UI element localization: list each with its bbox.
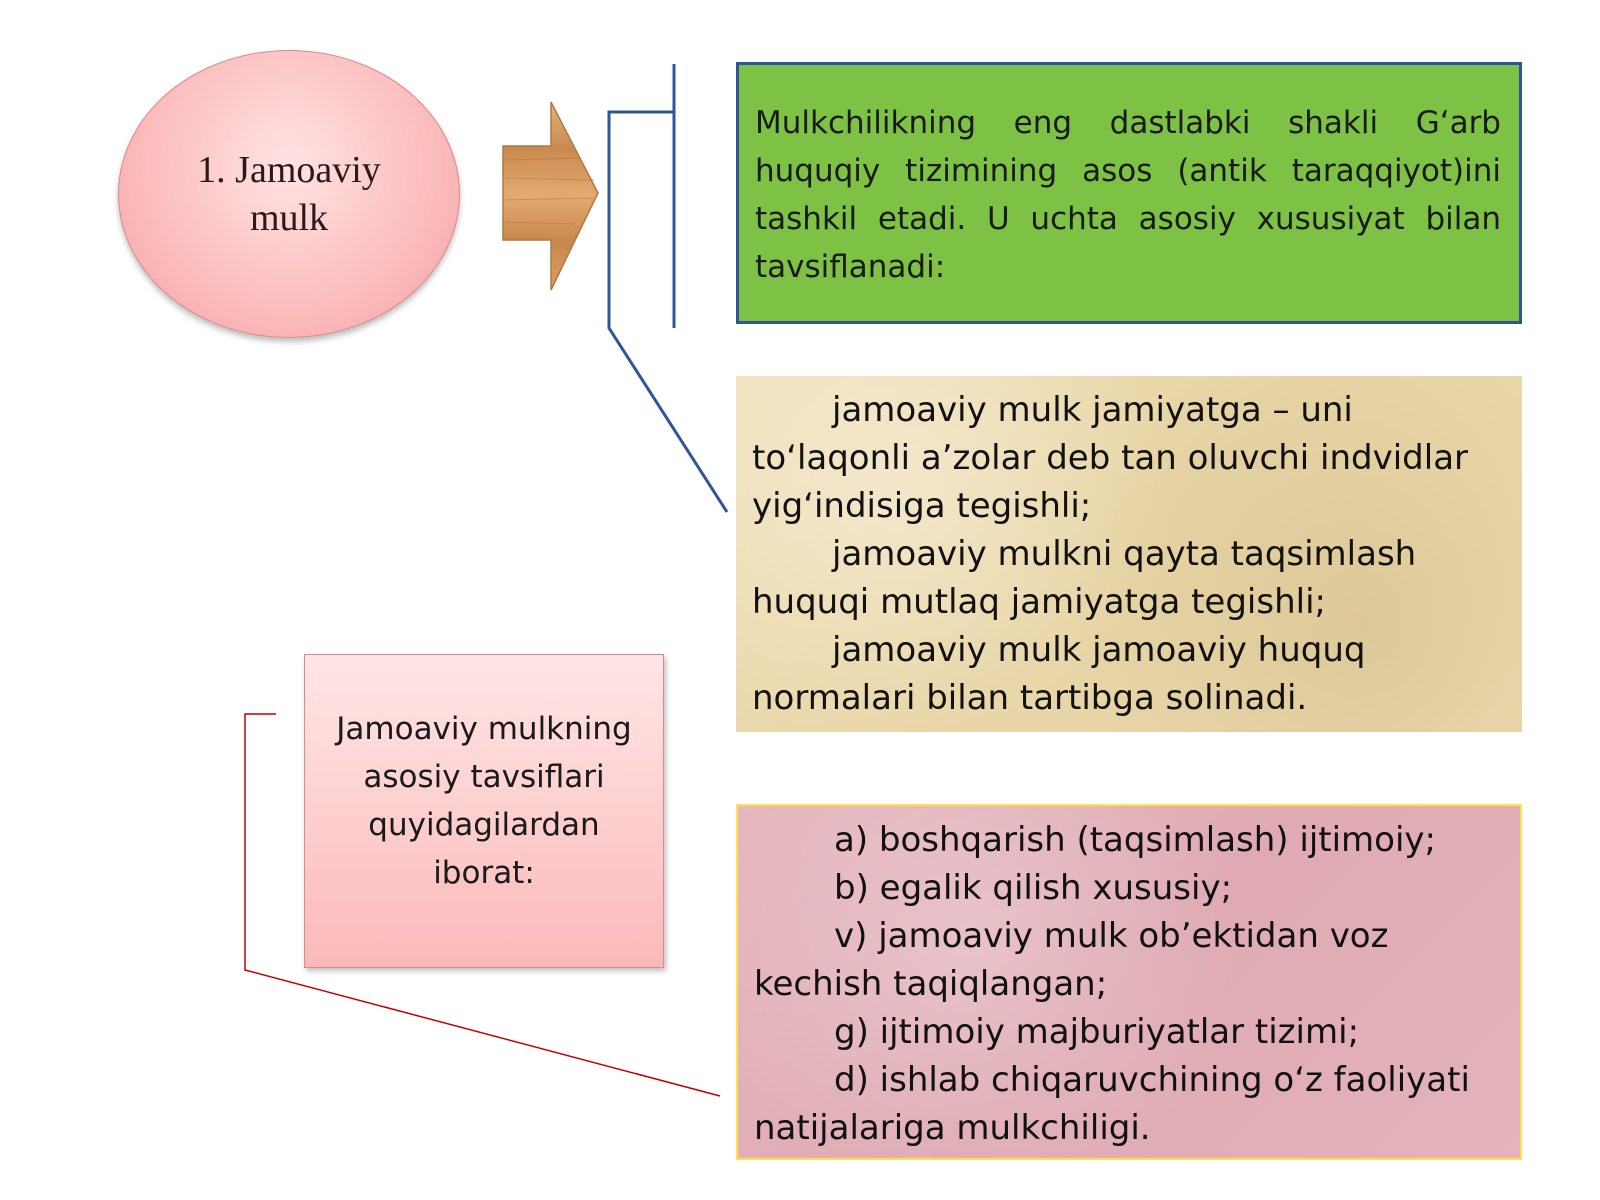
ellipse-label: 1. Jamoaviy mulk <box>197 149 381 239</box>
characteristic-item: v) jamoaviy mulk ob’ektidan voz kechish taqiqlangan; <box>754 916 1389 1004</box>
bracket-connector-blue <box>609 64 727 512</box>
feature-item: jamoaviy mulkni qayta taqsimlash huquqi mutlaq jamiyatga tegishli; <box>752 534 1417 622</box>
characteristics-box <box>736 804 1522 1160</box>
characteristics-heading-box <box>304 654 664 968</box>
definition-text: Mulkchilikning eng dastlabki shakli G‘arb huquqiy tizimining asos (antik taraqqiyot)ini tashkil etadi. U uchta asosiy xususiyat bilan tavsiflanadi: <box>755 105 1501 285</box>
characteristic-item: g) ijtimoiy majburiyatlar tizimi; <box>834 1012 1360 1052</box>
jamoaviy-mulk-ellipse <box>118 50 460 338</box>
characteristic-item: a) boshqarish (taqsimlash) ijtimoiy; <box>834 820 1436 860</box>
wood-right-arrow-icon <box>503 102 598 290</box>
feature-item: jamoaviy mulk jamiyatga – uni to‘laqonli a’zolar deb tan oluvchi indvidlar yig‘indisiga tegishli; <box>752 390 1469 526</box>
characteristic-item: d) ishlab chiqaruvchining o‘z faoliyati natijalariga mulkchiligi. <box>754 1060 1470 1148</box>
definition-box <box>736 62 1522 324</box>
features-box <box>736 376 1522 732</box>
feature-item: jamoaviy mulk jamoaviy huquq normalari bilan tartibga solinadi. <box>752 630 1366 718</box>
characteristic-item: b) egalik qilish xususiy; <box>834 868 1233 908</box>
characteristics-heading: Jamoaviy mulkning asosiy tavsiflari quyidagilardan iborat: <box>336 711 632 891</box>
